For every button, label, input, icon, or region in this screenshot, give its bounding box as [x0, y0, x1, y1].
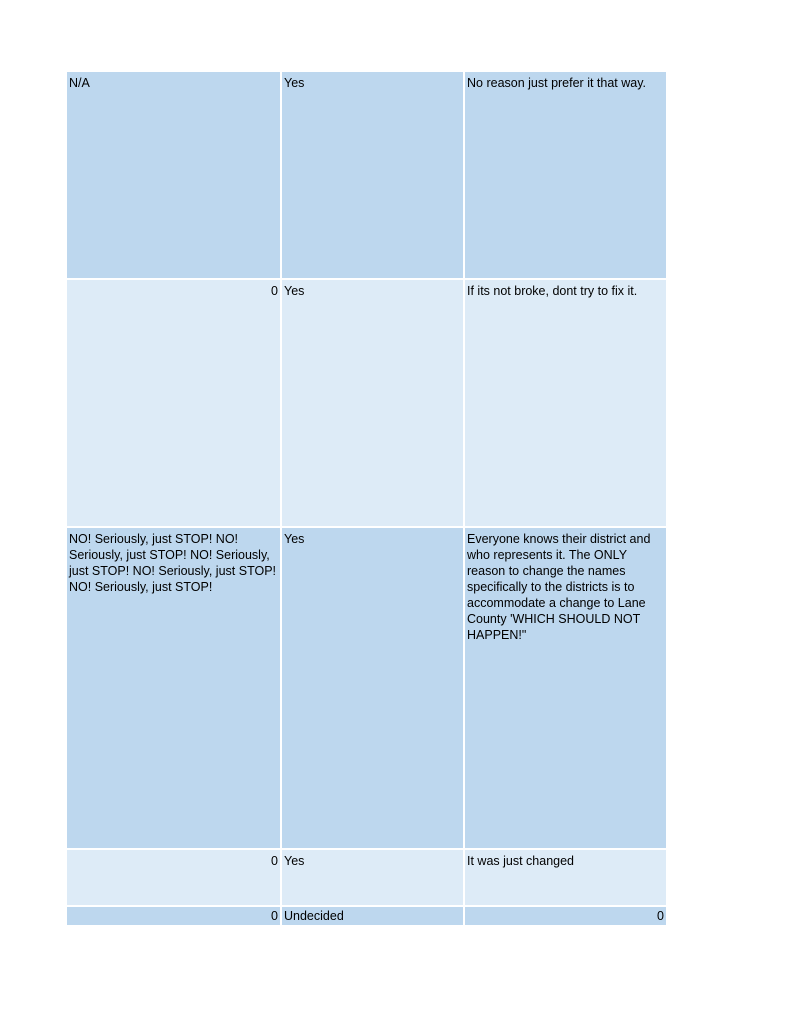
row4-col3-cell: It was just changed: [465, 850, 666, 905]
row5-col3-cell: 0: [465, 907, 666, 925]
row3-col1-cell: NO! Seriously, just STOP! NO! Seriously, just STOP! NO! Seriously, just STOP! NO! Seriously, just STOP! NO! Seriously, just STOP!: [67, 528, 280, 848]
row5-col2-cell: Undecided: [282, 907, 463, 925]
row1-col2-cell: Yes: [282, 72, 463, 278]
row1-col3-cell: No reason just prefer it that way.: [465, 72, 666, 278]
row2-col3-cell: If its not broke, dont try to fix it.: [465, 280, 666, 526]
row3-col2-cell: Yes: [282, 528, 463, 848]
spreadsheet-table: [67, 72, 666, 925]
row3-col3-cell: Everyone knows their district and who represents it. The ONLY reason to change the names specifically to the districts is to accommodate a change to Lane County 'WHICH SHOULD NOT HAPPEN!": [465, 528, 666, 848]
row4-col1-cell: 0: [67, 850, 280, 905]
row4-col2-cell: Yes: [282, 850, 463, 905]
row2-col2-cell: Yes: [282, 280, 463, 526]
row1-col1-cell: N/A: [67, 72, 280, 278]
row2-col1-cell: 0: [67, 280, 280, 526]
row5-col1-cell: 0: [67, 907, 280, 925]
